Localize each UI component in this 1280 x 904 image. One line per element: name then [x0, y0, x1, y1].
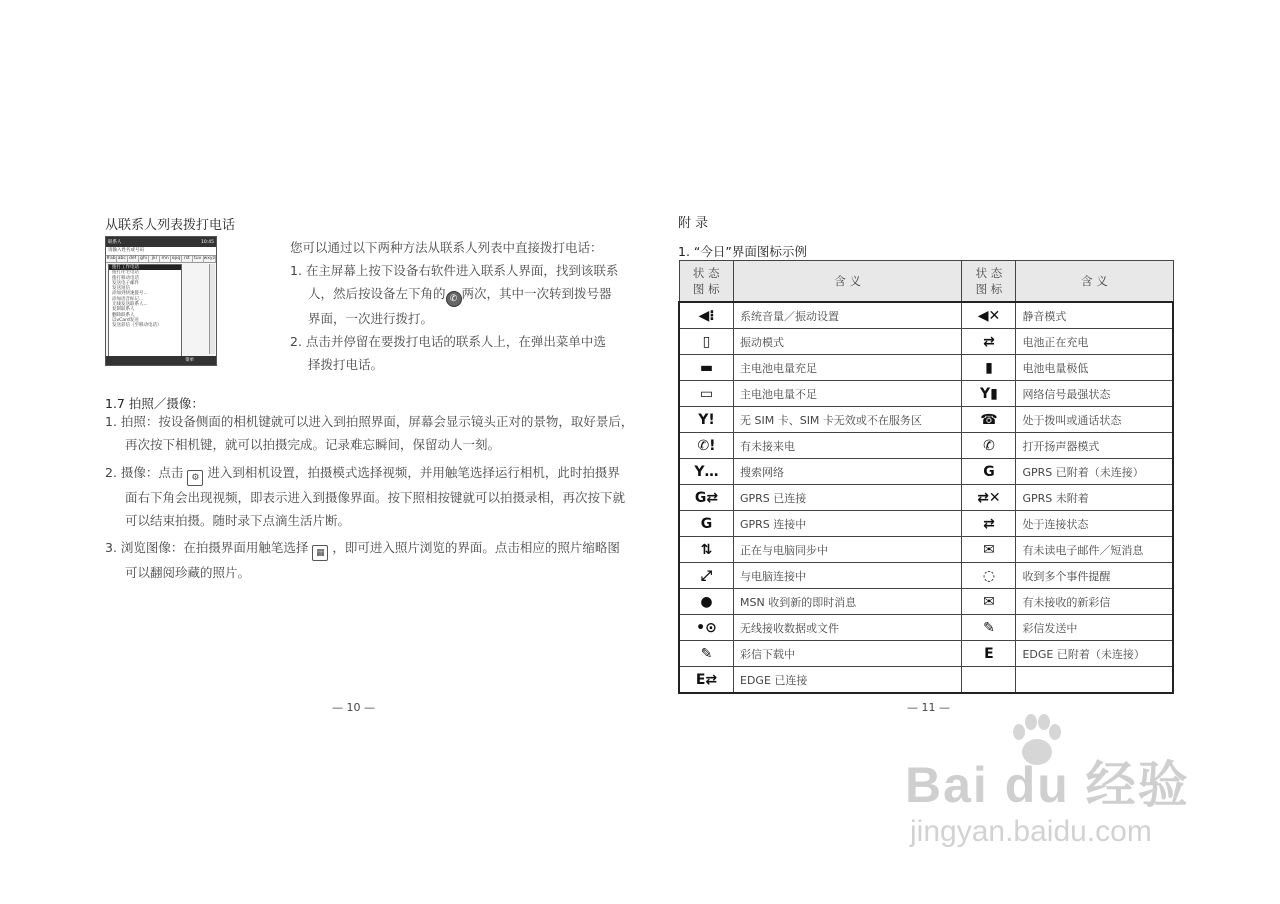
alpha-tab: tuv [193, 256, 204, 262]
alpha-tab: ghi [139, 256, 150, 262]
watermark-url: jingyan.baidu.com [910, 815, 1152, 848]
menu-item: 无线发送联系人... [112, 302, 148, 308]
icon-meaning: 无线接收数据或文件 [734, 615, 962, 641]
contacts-screenshot [105, 236, 217, 366]
table-row [679, 459, 1173, 485]
header-icon-line-2: 图 标 [975, 282, 1003, 296]
menu-item: 发送电子邮件 [112, 280, 139, 286]
video-paragraph [105, 461, 625, 532]
phone-title: 联系人 [108, 240, 122, 245]
baidu-watermark [905, 715, 1205, 865]
icon-meaning: 系统音量／振动设置 [734, 302, 962, 329]
table-row [679, 511, 1173, 537]
table-row [679, 407, 1173, 433]
video-text-a: 2. 摄像：点击 [105, 465, 184, 480]
watermark-logo: Bai du 经验 [905, 757, 1190, 813]
status-icon: ✉ [962, 589, 1016, 615]
table-row [679, 537, 1173, 563]
icon-meaning: 彩信下载中 [734, 641, 962, 667]
video-line-1 [105, 461, 625, 486]
status-icon: ⇄ [962, 511, 1016, 537]
icon-meaning: GPRS 已连接 [734, 485, 962, 511]
method-2-line-1: 2. 点击并停留在要拨打电话的联系人上，在弹出菜单中选 [290, 334, 606, 349]
status-icon: ▯ [679, 329, 734, 355]
icon-meaning: GPRS 已附着（未连接） [1016, 459, 1173, 485]
status-icon [962, 667, 1016, 694]
video-line-3: 可以结束拍摄。随时录下点滴生活片断。 [125, 513, 351, 528]
icon-meaning: 主电池电量不足 [734, 381, 962, 407]
icon-meaning: 处于连接状态 [1016, 511, 1173, 537]
video-line-2: 面右下角会出现视频，即表示进入到摄像界面。按下照相按键就可以拍摄录相，再次按下就 [125, 490, 626, 505]
icon-meaning: 打开扬声器模式 [1016, 433, 1173, 459]
icon-meaning: 彩信发送中 [1016, 615, 1173, 641]
status-icon: ☎ [962, 407, 1016, 433]
alpha-tab: opq [171, 256, 181, 261]
table-row [679, 615, 1173, 641]
section-camera-title: 1.7 拍照／摄像： [105, 396, 204, 411]
menu-item: 拨打移动电话 [112, 275, 139, 281]
table-row [679, 589, 1173, 615]
video-text-b: 进入到相机设置，拍摄模式选择视频，并用触笔选择运行相机，此时拍摄界 [207, 465, 620, 480]
icon-meaning: 电池电量极低 [1016, 355, 1173, 381]
alpha-tab: jkl [149, 256, 160, 262]
status-icon: ⤢ [679, 563, 734, 589]
status-icon: ⇄ [962, 329, 1016, 355]
phone-alpha-bar [106, 256, 216, 263]
browse-line-1 [105, 536, 620, 561]
phone-key-icon: ✆ [446, 291, 462, 307]
status-icon: Y… [679, 459, 734, 485]
header-icon-line-1: 状 态 [975, 266, 1003, 280]
gallery-icon: ▦ [312, 545, 328, 561]
header-meaning-col-1: 含 义 [734, 261, 962, 303]
dial-methods [290, 236, 618, 376]
table-header-row [679, 261, 1173, 303]
method-2-line-2: 择拨打电话。 [308, 357, 384, 372]
browse-text-b: ，即可进入照片浏览的界面。点击相应的照片缩略图 [332, 540, 620, 555]
table-body [679, 302, 1173, 693]
phone-search-input: 请输入姓名或号码 [106, 247, 216, 256]
phone-scrollbar [209, 264, 215, 354]
icon-meaning: 静音模式 [1016, 302, 1173, 329]
status-icon: G [679, 511, 734, 537]
status-icon: G [962, 459, 1016, 485]
menu-item: 拨打住宅电话 [112, 270, 139, 276]
table-row [679, 563, 1173, 589]
status-icon: Y▮ [962, 381, 1016, 407]
dial-intro: 您可以通过以下两种方法从联系人列表中直接拨打电话： [290, 240, 603, 255]
status-icon: ◀✕ [962, 302, 1016, 329]
browse-paragraph [105, 536, 620, 584]
status-icon: ◌ [962, 563, 1016, 589]
method-1-line-3: 界面，一次进行拨打。 [308, 311, 434, 326]
status-icon: ✉ [962, 537, 1016, 563]
alpha-tab: abc [117, 256, 126, 261]
table-row [679, 302, 1173, 329]
menu-item: 添加到快速拨号... [112, 291, 148, 297]
method-1-text-a: 人，然后按设备左下角的 [308, 286, 446, 301]
icon-meaning: 电池正在充电 [1016, 329, 1173, 355]
icon-meaning: 主电池电量充足 [734, 355, 962, 381]
menu-item: 发送短信 [112, 286, 130, 292]
status-icon: ✎ [962, 615, 1016, 641]
menu-item: 以vCard发送 [112, 317, 139, 323]
appendix-subtitle: 1. “今日”界面图标示例 [678, 244, 807, 259]
icon-meaning: EDGE 已附着（未连接） [1016, 641, 1173, 667]
method-1-line-2 [290, 282, 618, 307]
icon-meaning: 与电脑连接中 [734, 563, 962, 589]
status-icon: G⇄ [679, 485, 734, 511]
icon-meaning: 有未读电子邮件／短消息 [1016, 537, 1173, 563]
table-row [679, 329, 1173, 355]
table-row [679, 433, 1173, 459]
phone-title-bar [106, 237, 216, 247]
alpha-tab: def [128, 256, 139, 262]
alpha-tab: rst [182, 256, 193, 262]
phone-menu-softkey: 菜单 [106, 356, 216, 365]
icon-meaning: 振动模式 [734, 329, 962, 355]
alpha-tab: mn [160, 256, 171, 262]
photo-line-2: 再次按下相机键，就可以拍摄完成。记录难忘瞬间，保留动人一刻。 [125, 437, 501, 452]
table-row [679, 381, 1173, 407]
phone-time: 10:45 [201, 239, 214, 245]
menu-item: 拨打工作电话 [109, 265, 181, 270]
icon-meaning: 搜索网络 [734, 459, 962, 485]
page-number-left: — 10 — [332, 701, 375, 714]
icon-meaning: 无 SIM 卡、SIM 卡无效或不在服务区 [734, 407, 962, 433]
browse-text-a: 3. 浏览图像：在拍摄界面用触笔选择 [105, 540, 309, 555]
status-icon: ✆ [962, 433, 1016, 459]
icon-meaning: MSN 收到新的即时消息 [734, 589, 962, 615]
icon-meaning: 有未接来电 [734, 433, 962, 459]
browse-line-2: 可以翻阅珍藏的照片。 [125, 565, 251, 580]
menu-item: 复制联系人 [112, 307, 135, 313]
header-icon-line-1: 状 态 [692, 266, 720, 280]
status-icon-table [678, 260, 1174, 694]
status-icon: E [962, 641, 1016, 667]
method-1-text-b: 两次，其中一次转到拨号器 [461, 286, 612, 301]
status-icon: E⇄ [679, 667, 734, 694]
table-row [679, 641, 1173, 667]
icon-meaning: GPRS 未附着 [1016, 485, 1173, 511]
status-icon: ⇅ [679, 537, 734, 563]
icon-meaning: EDGE 已连接 [734, 667, 962, 694]
icon-meaning [1016, 667, 1173, 694]
header-icon-line-2: 图 标 [692, 282, 720, 296]
method-1-line-1: 1. 在主屏幕上按下设备右软件进入联系人界面，找到该联系 [290, 263, 619, 278]
page-number-right: — 11 — [907, 701, 950, 714]
header-icon-col-2 [962, 261, 1016, 303]
header-icon-col-1 [679, 261, 734, 303]
status-icon: ▭ [679, 381, 734, 407]
table-row [679, 667, 1173, 694]
icon-meaning: 处于拨叫或通话状态 [1016, 407, 1173, 433]
menu-item: 发送彩信（至移动电话） [112, 323, 162, 329]
photo-paragraph [105, 410, 633, 456]
icon-meaning: 网络信号最强状态 [1016, 381, 1173, 407]
icon-meaning: 正在与电脑同步中 [734, 537, 962, 563]
alpha-tab: #ab [106, 256, 116, 261]
phone-context-menu [108, 264, 182, 358]
status-icon: ◀⁝ [679, 302, 734, 329]
icon-meaning: 收到多个事件提醒 [1016, 563, 1173, 589]
section-title-dial-from-contacts: 从联系人列表拨打电话 [105, 218, 236, 233]
status-icon: ✆! [679, 433, 734, 459]
appendix-title: 附 录 [678, 216, 709, 231]
icon-meaning: 有未接收的新彩信 [1016, 589, 1173, 615]
icon-meaning: GPRS 连接中 [734, 511, 962, 537]
menu-item: 添加语音标记... [112, 296, 144, 302]
status-icon: ▮ [962, 355, 1016, 381]
camera-settings-icon: ⚙ [187, 470, 203, 486]
status-icon: Y! [679, 407, 734, 433]
header-meaning-col-2: 含 义 [1016, 261, 1173, 303]
status-icon: •⊙ [679, 615, 734, 641]
alpha-tab: wxyz [203, 256, 215, 261]
status-icon: ⇄✕ [962, 485, 1016, 511]
status-icon: ▬ [679, 355, 734, 381]
menu-item: 删除联系人 [112, 312, 135, 318]
table-row [679, 355, 1173, 381]
table-row [679, 485, 1173, 511]
status-icon: ✎ [679, 641, 734, 667]
photo-line-1: 1. 拍照：按设备侧面的相机键就可以进入到拍照界面，屏幕会显示镜头正对的景物，取好景后， [105, 414, 634, 429]
status-icon: ● [679, 589, 734, 615]
